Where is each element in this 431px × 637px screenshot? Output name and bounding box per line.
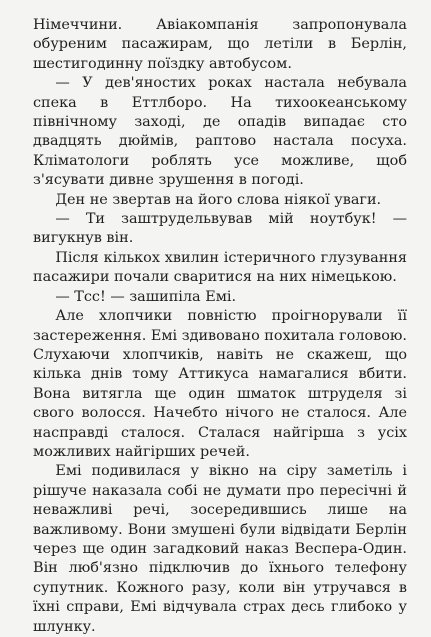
paragraph: — Ти заштрудельвував мій ноутбук! — вигукнув він. <box>33 211 407 247</box>
paragraph: Емі подивилася у вікно на сіру заметіль і рішуче наказала собі не думати про пересічні й неважливі речі, зосередившись лише на важливому. Вони змушені були відвідати Берлін через ще один загадковий наказ Веспера-Один. Він люб'язно підключив до їхнього телефону супутник. Кожного разу, коли він утручався в їхні справи, Емі відчувала страх десь глибоко у шлунку. <box>33 463 407 635</box>
paragraph: — У дев'яностих роках настала небувала спека в Еттлборо. На тихоокеанському північному заході, де опадів випадає сто двадцять дюймів, раптово настала посуха. Кліматологи роблять усе можливе, щоб з'ясувати дивне зрушення в погоді. <box>33 75 407 189</box>
paragraph: Німеччини. Авіакомпанія запропонувала обуреним пасажирам, що летіли в Берлін, шестигодинну поїздку автобусом. <box>33 17 407 72</box>
paragraph: — Тсс! — зашипіла Емі. <box>55 288 237 305</box>
paragraph: Ден не звертав на його слова ніякої уваги. <box>55 191 382 208</box>
paragraph: Після кількох хвилин істеричного глузування пасажири почали сваритися на них німецькою. <box>33 249 407 286</box>
paragraph: Але хлопчики повністю проігнорували її застереження. Емі здивовано похитала головою. Слухаючи хлопчиків, навіть не скажеш, що кілька днів тому Аттикуса намагалися вбити. Вона витягла ще один шматок штруделя зі свого волосся. Начебто нічого не сталося. Але насправді сталося. Сталася найгірша з усіх можливих найгірших речей. <box>33 308 407 460</box>
